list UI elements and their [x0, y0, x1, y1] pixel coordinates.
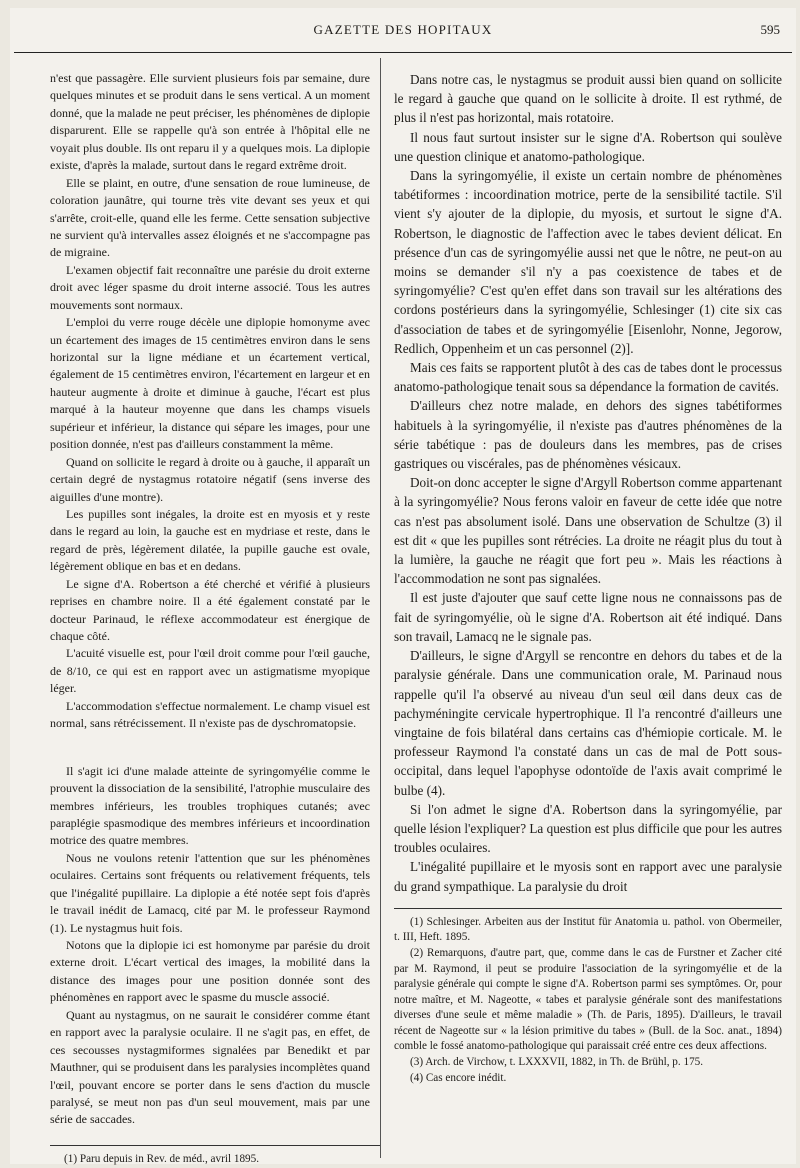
paragraph: D'ailleurs, le signe d'Argyll se rencontre en dehors du tabes et de la paralysie générale. Dans une communication orale, M. Parinaud nous rappelle qu'il l'a observé au niveau d'un seul œil dans deux cas de pachyméningite cervicale hypertrophique. Il l'a rencontré d'ailleurs une vingtaine de fois bilatéral dans certains cas d'hémiopie corticale. M. le professeur Raymond l'a constaté dans un cas de mal de Pott sous-occipital, dans lequel l'apophyse odontoïde de l'axis avait comprimé le bulbe (4).: [394, 648, 782, 798]
running-header: GAZETTE DES HOPITAUX: [313, 22, 493, 37]
paragraph: Dans notre cas, le nystagmus se produit aussi bien quand on sollicite le regard à gauche que quand on le sollicite à droite. Il est rythmé, de plus il n'est pas horizontal, mais rotatoire.: [394, 72, 782, 126]
paragraph: Le signe d'A. Robertson a été cherché et vérifié à plusieurs reprises en chambre noire. Il a été également constaté par le docteur Parinaud, le réflexe accommodateur est énergique de chaque côté.: [50, 576, 370, 643]
footnote-rule: [394, 908, 782, 909]
page-number: 595: [760, 22, 780, 37]
paragraph: L'examen objectif fait reconnaître une parésie du droit externe droit avec léger spasme du droit interne associé. Tous les autres mouvements sont normaux.: [50, 262, 370, 312]
paragraph: Les pupilles sont inégales, la droite est en myosis et y reste dans le regard au loin, la gauche est en mydriase et reste, dans le regard de près, légèrement dilatée, la pupille gauche est ovale, légèrement oblique en bas et en dedans.: [50, 506, 370, 574]
right-column: [394, 70, 782, 1086]
newspaper-page: [10, 8, 796, 1164]
paragraph: D'ailleurs chez notre malade, en dehors des signes tabétiformes habituels à la syringomyélie, il n'existe pas d'autres phénomènes de la série tabétique : pas de douleurs dans les membres, pas de crises gastriques ou viscérales, pas de phénomènes vésicaux.: [394, 398, 782, 472]
paragraph: n'est que passagère. Elle survient plusieurs fois par semaine, dure quelques minutes et se produit dans le sens vertical. A un moment donné, que la malade ne peut préciser, les phénomènes de diplopie disparurent. Elle se rappelle qu'à son entrée à l'hôpital elle ne voyait plus double. Ils ont reparu il y a quelques mois. La diplopie existe, d'après la malade, surtout dans le regard extrême droit.: [50, 71, 370, 173]
paragraph: Nous ne voulons retenir l'attention que sur les phénomènes oculaires. Certains sont fréquents ou relativement fréquents, tels que l'inégalité pupillaire. La diplopie a été notée sept fois d'après le travail inédit de Lamacq, cité par M. le professeur Raymond (1). Le nystagmus huit fois.: [50, 850, 370, 935]
paragraph: Quand on sollicite le regard à droite ou à gauche, il apparaît un certain degré de nystagmus rotatoire négatif (sens inverse des aiguilles d'une montre).: [50, 454, 370, 504]
paragraph: Il est juste d'ajouter que sauf cette ligne nous ne connaissons pas de fait de syringomyélie, où le signe d'A. Robertson ait été indiqué. Dans son travail, Lamacq ne le signale pas.: [394, 590, 782, 644]
header-rule: [14, 52, 792, 53]
footnote: (2) Remarquons, d'autre part, que, comme dans le cas de Furstner et Zacher cité par M. Raymond, il peut se produire l'association de la syringomyélie et de la paralysie générale qui compte le signe d'A. Robertson parmi ses symptômes. Or, pour notre maître, et M. Nageotte, « tabes et paralysie générale sont des manifestations diverses d'une seule et même maladie » (Th. de Paris, 1895). D'ailleurs, le travail récent de Nageotte sur « la lésion primitive du tabes » (Bull. de la Soc. anat., 1894) comble le fossé anatomo-pathologique qui paraissait créé entre ces deux affections.: [394, 946, 782, 1053]
paragraph: L'accommodation s'effectue normalement. Le champ visuel est normal, sans rétrécissement. Il n'existe pas de dyschromatopsie.: [50, 698, 370, 731]
paragraph: Si l'on admet le signe d'A. Robertson dans la syringomyélie, par quelle lésion l'expliquer? La question est plus difficile que pour les autres troubles oculaires.: [394, 801, 782, 856]
paragraph: Doit-on donc accepter le signe d'Argyll Robertson comme appartenant à la syringomyélie? Nous ferons valoir en faveur de cette idée que notre cas n'est pas absolument isolé. Dans une observation de Schultze (3) il est dit « que les pupilles sont rétrécies. La droite ne réagit plus du tout à la lumière, la gauche ne réagit que fort peu ». Mais les réactions à l'accommodation ne sont pas signalées.: [394, 475, 782, 587]
paragraph: L'emploi du verre rouge décèle une diplopie homonyme avec un écartement des images de 15 centimètres environ dans le sens horizontal sur la ligne médiane et un écartement vertical, également de 15 centimètres environ, l'écartement en largeur et en hauteur augmente à droite et diminue à gauche, l'écart est plus marqué à la hauteur moyenne que dans les champs visuels supérieur et inférieur, la distance qui sépare les images, pour une position donnée, n'est pas d'ailleurs constamment la même.: [50, 315, 370, 452]
left-column: [50, 70, 370, 1129]
footnote: (4) Cas encore inédit.: [410, 1071, 507, 1084]
footnote: (1) Schlesinger. Arbeiten aus der Institut für Anatomia u. pathol. von Obermeiler, t. III, Heft. 1895.: [394, 915, 782, 944]
paragraph: Quant au nystagmus, on ne saurait le considérer comme étant en rapport avec la paralysie oculaire. Il ne s'agit pas, en effet, de ces secousses nystagmiformes signalées par Benedikt et par Mauthner, qui se produisent dans les paralysies incomplètes quand l'œil, pouvant encore se porter dans le sens d'action du muscle paralysé, se meut non pas d'un seul mouvement, mais par une série de saccades.: [50, 1007, 370, 1127]
left-footnotes: [50, 1133, 380, 1168]
paragraph: Il s'agit ici d'une malade atteinte de syringomyélie comme le prouvent la dissociation de la sensibilité, l'atrophie musculaire des membres inférieurs, les troubles trophiques cutanés; avec paraplégie spasmodique des membres inférieurs et incoordination motrice des quatre membres.: [50, 763, 370, 848]
footnote: (3) Arch. de Virchow, t. LXXXVII, 1882, in Th. de Brühl, p. 175.: [410, 1056, 704, 1069]
column-divider: [380, 58, 381, 1158]
paragraph: Mais ces faits se rapportent plutôt à des cas de tabes dont le processus anatomo-pathologique tenait sous sa dépendance la formation de cavités.: [394, 360, 782, 395]
footnote: (1) Paru depuis in Rev. de méd., avril 1895.: [64, 1153, 260, 1165]
footnote-rule: [50, 1145, 380, 1146]
paragraph: Notons que la diplopie ici est homonyme par parésie du droit externe droit. L'écart vertical des images, la mobilité dans la distance des images pour une position donnée sont des phénomènes en rapport avec le spasme du muscle associé.: [50, 938, 370, 1005]
paragraph: Elle se plaint, en outre, d'une sensation de roue lumineuse, de coloration jaunâtre, qui tourne très vite devant ses yeux et qui s'arrête, croit-elle, quand elle les ferme. Cette sensation subjective ne survient qu'à intervalles assez éloignés et ne s'accompagne pas de migraine.: [50, 175, 370, 260]
paragraph: L'inégalité pupillaire et le myosis sont en rapport avec une paralysie du grand sympathique. La paralysie du droit: [394, 859, 782, 894]
paragraph: Dans la syringomyélie, il existe un certain nombre de phénomènes tabétiformes : incoordination motrice, perte de la sensibilité tactile. S'il vient s'y ajouter de la diplopie, du myosis, et surtout le signe d'A. Robertson, le diagnostic de l'affection avec le tabes devient délicat. En présence d'un cas de syringomyélie aussi net que le nôtre, ne peut-on au moins se demander s'il n'y a pas coexistence de tabes et de syringomyélie? C'est qu'en effet dans son travail sur les altérations des cordons postérieurs dans la syringomyélie, Schlesinger (1) cite six cas d'association de tabes et de syringomyélie [Eisenlohr, Nonne, Jegorow, Redlich, Oppenheim et un cas personnel (2)].: [394, 168, 782, 356]
section-gap: [50, 733, 370, 763]
paragraph: L'acuité visuelle est, pour l'œil droit comme pour l'œil gauche, de 8/10, ce qui est en rapport avec un astigmatisme myopique léger.: [50, 646, 370, 696]
paragraph: Il nous faut surtout insister sur le signe d'A. Robertson qui soulève une question clinique et anatomo-pathologique.: [394, 129, 782, 164]
